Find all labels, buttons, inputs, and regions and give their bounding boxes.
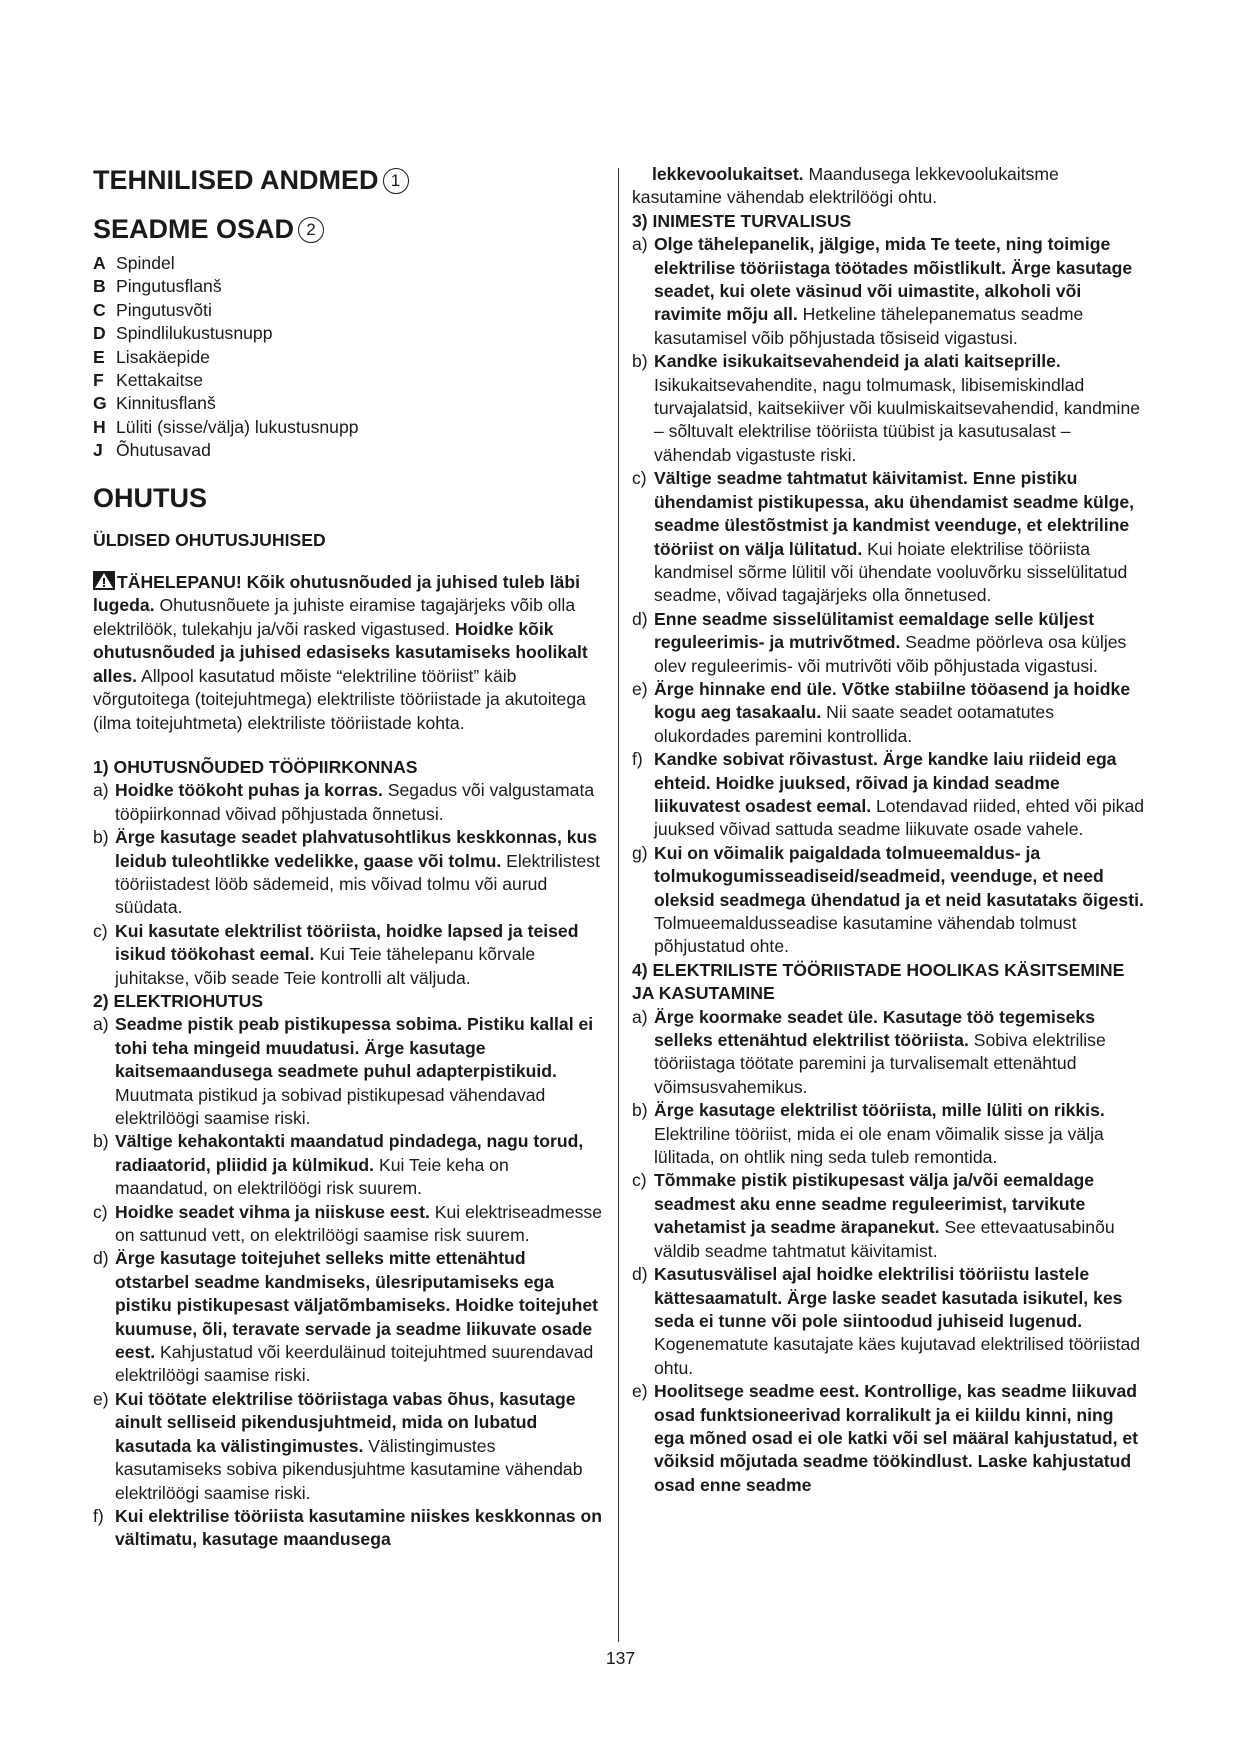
item-bold-text: Hoolitsege seadme eest. Kontrollige, kas seadme liikuvad osad funktsioneerivad korralikult ja ei kiildu kinni, ning ega mõned osad ei ole katki või sel määral kahjustatud, et võiksid mõjutada seadme töökindlust. Laske kahjustatud osad enne seadme (654, 1381, 1138, 1495)
part-item (93, 275, 604, 298)
item-letter: d) (632, 608, 648, 629)
safety-item (632, 233, 1147, 350)
part-key: D (93, 323, 106, 344)
safety-item (632, 842, 1147, 959)
section-4-heading: 4) ELEKTRILISTE TÖÖRIISTADE HOOLIKAS KÄSITSEMINE JA KASUTAMINE (632, 959, 1125, 1004)
item-text: Välistingimustes kasutamiseks sobiva pikendusjuhtme kasutamine vähendab elektrilöögi saamise riski. (115, 1435, 583, 1503)
part-item (93, 439, 604, 462)
part-label: Spindlilukustusnupp (116, 323, 273, 344)
part-key: H (93, 416, 106, 437)
warning-triangle-icon (93, 571, 115, 590)
item-text: Kogenematute kasutajate käes kujutavad elektrilised tööriistad ohtu. (654, 1334, 1141, 1378)
item-letter: b) (93, 827, 109, 848)
part-key: G (93, 393, 107, 414)
safety-item (93, 779, 604, 826)
section-2-heading: 2) ELEKTRIOHUTUS (93, 990, 264, 1011)
item-text: Seadme pöörleva osa küljes olev reguleerimis- või mutrivõti võib põhjustada vigastusi. (654, 632, 1127, 676)
item-bold-text: Ärge kasutage toitejuhet selleks mitte ettenähtud otstarbel seadme kandmiseks, ülesriputamiseks ega pistiku pistikupesast väljatõmbamiseks. Hoidke toitejuhet kuumuse, õli, teravate servade ja seadme liikuvate osade eest. (115, 1248, 598, 1363)
part-key: C (93, 299, 106, 320)
item-letter: a) (93, 780, 109, 801)
item-letter: d) (632, 1264, 648, 1285)
section-1-list (93, 779, 604, 990)
item-letter: a) (632, 234, 648, 255)
left-column (93, 163, 604, 1552)
part-label: Spindel (116, 253, 175, 273)
safety-item (632, 748, 1147, 842)
part-item (93, 369, 604, 392)
item-text: Isikukaitsevahendite, nagu tolmumask, libisemiskindlad turvajalatsid, kaitsekiiver või kuulmiskaitsevahendid, kandmine – sõltuvalt elektrilise tööriista tüübist ja kasutusalast – vähendab vigastuste riski. (654, 374, 1141, 465)
item-letter: e) (632, 678, 648, 699)
section-1-heading: 1) OHUTUSNÕUDED TÖÖPIIRKONNAS (93, 756, 418, 777)
item-text: Lotendavad riided, ehted või pikad juuksed võivad sattuda seadme liikuvate osade vahele. (654, 795, 1145, 840)
item-letter: a) (632, 1006, 648, 1027)
section-4-list (632, 1006, 1147, 1498)
right-column (632, 163, 1147, 1497)
item-text: Nii saate seadet ootamatutes olukordades paremini kontrollida. (654, 702, 1054, 746)
item-bold-text: Seadme pistik peab pistikupessa sobima. Pistiku kallal ei tohi teha mingeid muudatusi. Ärge kasutage kaitsemaandusega seadmete puhul adapterpistikuid. (115, 1014, 594, 1082)
part-label: Kettakaitse (116, 370, 204, 391)
item-bold-text: Olge tähelepanelik, jälgige, mida Te teete, ning toimige elektrilise tööriistaga töötades mõistlikult. Ärge kasutage seadet, kui olete väsinud või uimastite, alkoholi või ravimite mõju all. (654, 234, 1133, 325)
part-label: Kinnitusflanš (116, 393, 216, 414)
item-text: Kui hoiate elektrilise tööriista kandmisel sõrme lülitil või ühendate vooluvõrku sisselülitatud seadme, võivad tagajärjeks olla õnnetused. (654, 538, 1128, 606)
item-bold-text: Hoidke töökoht puhas ja korras. (115, 780, 383, 801)
item-text: Hetkeline tähelepanematus seadme kasutamisel võib põhjustada tõsiseid vigastusi. (654, 304, 1084, 348)
item-bold-text: Ärge koormake seadet üle. Kasutage töö tegemiseks selleks ettenähtud elektrilist tööriista. (654, 1006, 1095, 1051)
part-item (93, 416, 604, 439)
item-bold-text: Kandke sobivat rõivastust. Ärge kandke laiu riideid ega ehteid. Hoidke juuksed, rõivad ja kindad seadme liikuvatest osadest eemal. (654, 749, 1117, 816)
part-item (93, 392, 604, 415)
figure-ref-2: 2 (298, 217, 324, 243)
item-bold-text: Kui on võimalik paigaldada tolmueemaldus- ja tolmukogumisseadiseid/seadmeid, veenduge, et need oleksid seadmega ühendatud ja et neid kasutataks õigesti. (654, 842, 1144, 910)
safety-item (632, 350, 1147, 467)
part-label: Lisakäepide (116, 346, 210, 367)
part-key: B (93, 276, 106, 297)
safety-item (93, 920, 604, 990)
part-label: Lüliti (sisse/välja) lukustusnupp (116, 416, 359, 437)
item-bold-text: Kui töötate elektrilise tööriistaga vabas õhus, kasutage ainult selliseid pikendusjuhtmeid, mida on lubatud kasutada ka välistingimustes. (115, 1388, 576, 1456)
item-letter: b) (632, 1100, 648, 1121)
part-item (93, 252, 604, 275)
item-letter: d) (93, 1248, 109, 1269)
item-letter: g) (632, 842, 648, 863)
part-key: E (93, 346, 105, 367)
item-letter: e) (93, 1388, 109, 1409)
item-text: Kui elektriseadmesse on sattunud vett, on elektrilöögi saamise risk suurem. (115, 1201, 602, 1246)
section-2-list (93, 1013, 604, 1551)
item-bold-text: Ärge kasutage seadet plahvatusohtlikus keskkonnas, kus leidub tuleohtlikke vedelikke, gaase või tolmu. (115, 827, 598, 871)
item-letter: c) (93, 1201, 108, 1222)
item-text: Kahjustatud või keerduläinud toitejuhtmed suurendavad elektrilöögi saamise riski. (115, 1342, 594, 1386)
item-letter: c) (632, 468, 647, 489)
figure-ref-1: 1 (383, 168, 409, 194)
item-text: Tolmueemaldusseadise kasutamine vähendab tolmust põhjustatud ohte. (654, 913, 1077, 957)
item-letter: a) (93, 1014, 109, 1035)
part-item (93, 299, 604, 322)
safety-item (632, 608, 1147, 678)
parts-list (93, 252, 604, 463)
safety-item (632, 1380, 1147, 1497)
safety-item (93, 1013, 604, 1130)
safety-item (632, 1006, 1147, 1100)
item-bold-text: Kui elektrilise tööriista kasutamine niiskes keskkonnas on vältimatu, kasutage maandusega (115, 1505, 602, 1550)
safety-item (632, 1099, 1147, 1169)
page-number: 137 (605, 1648, 636, 1668)
safety-item (93, 826, 604, 920)
item-text: See ettevaatusabinõu väldib seadme tahtmatut käivitamist. (654, 1217, 1115, 1261)
part-key: A (93, 253, 106, 273)
part-item (93, 346, 604, 369)
part-key: J (93, 440, 103, 461)
continued-text: lekkevoolukaitset. Maandusega lekkevoolukaitsme kasutamine vähendab elektrilöögi ohtu. (632, 164, 1059, 208)
item-bold-text: Vältige kehakontakti maandatud pindadega, nagu torud, radiaatorid, pliidid ja külmikud. (115, 1131, 584, 1175)
safety-item (632, 1169, 1147, 1263)
parts-heading: SEADME OSAD 2 (93, 212, 604, 246)
part-key: F (93, 370, 104, 391)
item-letter: c) (93, 920, 108, 941)
item-bold-text: Ärge hinnake end üle. Võtke stabiilne tööasend ja hoidke kogu aeg tasakaalu. (654, 678, 1131, 723)
item-letter: b) (632, 351, 648, 372)
safety-item (93, 1130, 604, 1200)
safety-heading: OHUTUS (93, 482, 207, 513)
general-safety-heading: ÜLDISED OHUTUSJUHISED (93, 529, 326, 550)
item-text: Muutmata pistikud ja sobivad pistikupesad vähendavad elektrilöögi saamise riski. (115, 1084, 546, 1128)
item-text: Elektrilistest tööriistadest lööb sädemeid, mis võivad tolmu või aurud süüdata. (115, 850, 600, 918)
item-letter: e) (632, 1381, 648, 1402)
safety-item (632, 1263, 1147, 1380)
item-text: Kui Teie keha on maandatud, on elektrilöögi risk suurem. (115, 1154, 509, 1199)
item-text: Sobiva elektrilise tööriistaga töötate paremini ja turvalisemalt ettenähtud võimsusvahemikus. (654, 1030, 1106, 1097)
item-text: Kui Teie tähelepanu kõrvale juhitakse, võib seade Teie kontrolli alt väljuda. (115, 944, 536, 988)
section-3-heading: 3) INIMESTE TURVALISUS (632, 210, 852, 231)
part-item (93, 322, 604, 345)
item-bold-text: Kandke isikukaitsevahendeid ja alati kaitseprille. (654, 351, 1061, 372)
item-bold-text: Vältige seadme tahtmatut käivitamist. Enne pistiku ühendamist pistikupessa, aku ühendamist seadme külge, seadme ülestõstmist ja kandmist veenduge, et elektriline tööriist on välja lülitatud. (654, 468, 1135, 559)
column-divider (618, 168, 619, 1642)
safety-item (93, 1247, 604, 1387)
item-letter: f) (632, 749, 643, 770)
part-label: Pingutusvõti (116, 299, 212, 320)
tech-data-heading: TEHNILISED ANDMED 1 (93, 163, 604, 197)
warning-paragraph: TÄHELEPANU! Kõik ohutusnõuded ja juhised tuleb läbi lugeda. Ohutusnõuete ja juhiste eiramise tagajärjeks võib olla elektrilöök, tulekahju ja/või rasked vigastused. Hoidke kõik ohutusnõuded ja juhised edasiseks kasutamiseks hoolikalt alles. Allpool kasutatud mõiste “elektriline tööriist” käib võrgutoitega (toitejuhtmega) elektriliste tööriistade ja akutoitega (ilma toitejuhtmeta) elektriliste tööriistade kohta. (93, 572, 588, 733)
safety-item (93, 1201, 604, 1248)
safety-item (632, 678, 1147, 748)
item-bold-text: Enne seadme sisselülitamist eemaldage selle küljest reguleerimis- ja mutrivõtmed. (654, 608, 1095, 653)
item-bold-text: Ärge kasutage elektrilist tööriista, mille lüliti on rikkis. (654, 1100, 1105, 1121)
item-letter: b) (93, 1131, 109, 1152)
item-text: Segadus või valgustamata tööpiirkonnad võivad põhjustada õnnetusi. (115, 780, 595, 824)
safety-item (632, 467, 1147, 607)
item-text: Elektriline tööriist, mida ei ole enam võimalik sisse ja välja lülitada, on ohtlik ning seda tuleb remontida. (654, 1123, 1104, 1168)
item-letter: c) (632, 1170, 647, 1191)
part-label: Õhutusavad (116, 440, 211, 461)
section-3-list (632, 233, 1147, 959)
item-bold-text: Kui kasutate elektrilist tööriista, hoidke lapsed ja teised isikud töökohast eemal. (115, 920, 579, 965)
safety-item (93, 1505, 604, 1552)
item-bold-text: Kasutusvälisel ajal hoidke elektrilisi tööriistu lastele kättesaamatult. Ärge laske seadet kasutada isikutel, kes seda ei tunne või pole siintoodud juhiseid lugenud. (654, 1264, 1123, 1331)
item-letter: f) (93, 1505, 104, 1526)
item-bold-text: Hoidke seadet vihma ja niiskuse eest. (115, 1201, 430, 1222)
part-label: Pingutusflanš (116, 276, 222, 297)
item-bold-text: Tõmmake pistik pistikupesast välja ja/või eemaldage seadmest aku enne seadme reguleerimist, tarvikute vahetamist ja seadme ärapanekut. (654, 1170, 1095, 1238)
safety-item (93, 1388, 604, 1505)
